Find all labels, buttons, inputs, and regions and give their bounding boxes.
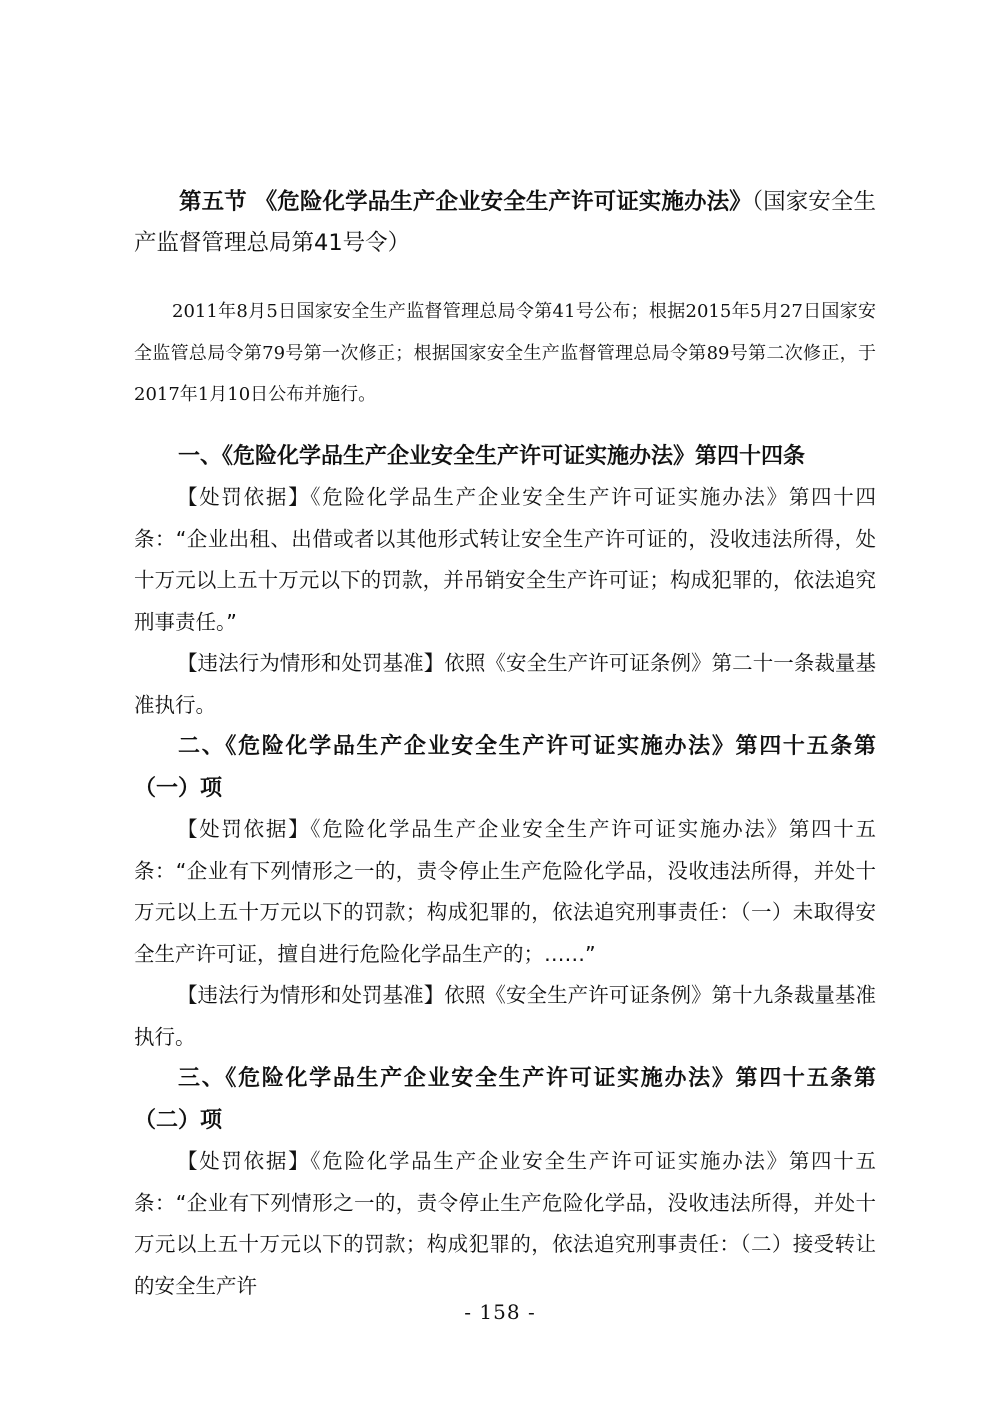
page-number: - 158 - bbox=[464, 1300, 536, 1324]
article-heading-2: 二、《危险化学品生产企业安全生产许可证实施办法》第四十五条第（一）项 bbox=[134, 734, 876, 801]
article-3-basis: 【处罚依据】《危险化学品生产企业安全生产许可证实施办法》第四十五条：“企业有下列情形之一的，责令停止生产危险化学品，没收违法所得，并处十万元以上五十万元以下的罚款；构成犯罪的，依法追究刑事责任：（二）接受转让的安全生产许 bbox=[134, 1149, 876, 1298]
article-heading-1: 一、《危险化学品生产企业安全生产许可证实施办法》第四十四条 bbox=[178, 443, 806, 469]
section-title-source: （国家安全生产监督管理总局第41号令） bbox=[134, 189, 876, 256]
section-title-main: 第五节 《危险化学品生产企业安全生产许可证实施办法》 bbox=[179, 189, 752, 215]
section-title bbox=[134, 182, 876, 264]
article-1-standard: 【违法行为情形和处罚基准】依照《安全生产许可证条例》第二十一条裁量基准执行。 bbox=[134, 651, 876, 717]
article-1-basis: 【处罚依据】《危险化学品生产企业安全生产许可证实施办法》第四十四条：“企业出租、出借或者以其他形式转让安全生产许可证的，没收违法所得，处十万元以上五十万元以下的罚款，并吊销安全生产许可证；构成犯罪的，依法追究刑事责任。” bbox=[134, 485, 876, 634]
article-2-standard: 【违法行为情形和处罚基准】依照《安全生产许可证条例》第十九条裁量基准执行。 bbox=[134, 983, 876, 1049]
article-heading-3: 三、《危险化学品生产企业安全生产许可证实施办法》第四十五条第（二）项 bbox=[134, 1066, 876, 1133]
page-content bbox=[134, 182, 876, 1307]
article-2-basis: 【处罚依据】《危险化学品生产企业安全生产许可证实施办法》第四十五条：“企业有下列情形之一的，责令停止生产危险化学品，没收违法所得，并处十万元以上五十万元以下的罚款；构成犯罪的，依法追究刑事责任：（一）未取得安全生产许可证，擅自进行危险化学品生产的；……” bbox=[134, 817, 876, 966]
promulgation-note: 2011年8月5日国家安全生产监督管理总局令第41号公布；根据2015年5月27日国家安全监管总局令第79号第一次修正；根据国家安全生产监督管理总局令第89号第二次修正，于2017年1月10日公布并施行。 bbox=[134, 301, 876, 405]
